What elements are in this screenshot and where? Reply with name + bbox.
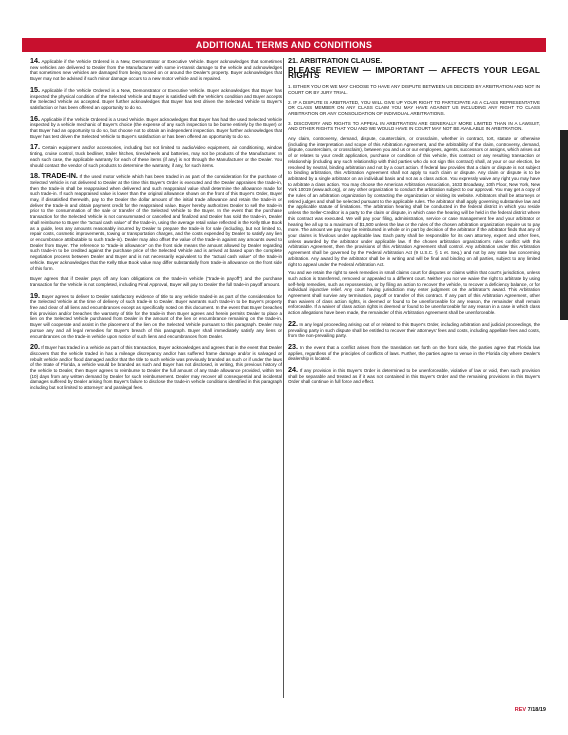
arbitration-notice-1: 1. EITHER YOU OR WE MAY CHOOSE TO HAVE ANY DISPUTE BETWEEN US DECIDED BY ARBITRATION AND NOT IN COURT OR BY JURY TRIAL. (288, 84, 540, 95)
section-23 (288, 341, 540, 362)
section-heading: TRADE-IN. (41, 171, 78, 181)
revision-footer (515, 707, 546, 713)
arbitration-body-2: You and we retain the right to seek remedies in small claims court for disputes or claims within that court's jurisdiction, unless such action is transferred, removed or appealed to a different court. Neither you nor we waive the right to arbitrate by using self-help remedies, such as repossession, or by filing an action to recover the vehicle, to recover a deficiency balance, or for individual injunctive relief. Any court having jurisdiction may enter judgment on the arbitrator's award. This Arbitration Agreement shall survive any termination, payoff or transfer of this contract. If any part of this Arbitration Agreement, other than waivers of class action rights, is deemed or found to be unenforceable for any reason, the remainder shall remain enforceable. If a waiver of class action rights is deemed or found to be unenforceable for any reason in a case in which class action allegations have been made, the remainder of this Arbitration Agreement shall be unenforceable. (288, 270, 540, 316)
section-number: 23. (288, 341, 298, 351)
section-text: Applicable if the Vehicle Ordered is a New, Demonstrator or Executive Vehicle. Buyer acknowledges that sometimes new vehicles are delivered to Dealer from the Manufacturer with some in-transit damage to the vehicle and acknowledges that sometimes new vehicles are damaged from being moved on or around the Dealer's property. Buyer acknowledges that Buyer may not be advised if such minor damage occurs to a new motor vehicle and is repaired. (30, 59, 282, 82)
section-number: 20. (30, 342, 40, 352)
section-18 (30, 173, 282, 271)
section-text: Applicable if the Vehicle Ordered is a New, Demonstrator or Executive Vehicle. Buyer acknowledges that Buyer has inspected the physical condition of the Selected Vehicle and Buyer is satisfied with the Vehicle's condition and Buyer accepts the Selected Vehicle as accepted. Buyer further acknowledges that Buyer has test driven the Selected Vehicle to Buyer's satisfaction or has been offered an opportunity to do so. (30, 87, 282, 110)
section-text: If the used motor vehicle which has been traded in as part of the consideration for the purchase of Selected Vehicle is not delivered to Dealer at the time this Buyer's Order is executed and the Dealer appraises the trade-in, then the trade-in shall be reappraised when delivered and such reappraisal value shall determine the allowance made for such trade-in. If such reappraised value is lower than the original allowance shown on the front of this Buyer's Order, Buyer may, if dissatisfied therewith, pay to the Dealer the dollar amount of the initial trade allowance and retain the trade-in or deliver the trade-in and obtain payment credit for the reappraised value. Buyer hereby authorizes Dealer to sell the trade-in prior to the consummation of the sale or transfer of the Selected Vehicle to the Buyer. In the event that the purchase transaction for the Selected Vehicle is not consummated or cancelled and finalized and Dealer has sold the trade-in, Dealer shall reimburse to Buyer the "actual cash value" of the trade-in, using the average retail value reflected in the Kelly Blue Book as a guide, less any amounts reasonably incurred by Dealer to prepare the trade-in for sale (including, but not limited to, repair costs, cosmetic improvements, towing or transportation charges, and the costs expended by Dealer to satisfy any lien or encumbrance attributable to such trade-in). Dealer may also offset the value of the trade-in against any amounts owed to Dealer from Buyer. The reference to "trade-in allowance" on the front side means the amount allowed by Dealer regarding such trade-in to be credited against the purchase price of the Selected Vehicle and is arrived at based upon the complete negotiation process between Dealer and Buyer and is not necessarily equivalent to the "actual cash value" of the trade-in vehicle. Buyer acknowledges that the Kelly Blue Book value may differ substantially from trade-in allowance on the front side of this form. (30, 174, 282, 271)
section-18-payoff (30, 276, 282, 287)
section-text: Applicable if the Vehicle Ordered is a Used Vehicle. Buyer acknowledges that Buyer has had the used Selected Vehicle inspected by a vehicle mechanic of Buyer's choice (the expense of any such inspection to be borne entirely by the Buyer) or that Buyer had an opportunity to do so, but choose not to obtain an independent inspection. Buyer further acknowledges that Buyer has test driven the Selected Vehicle to Buyer's satisfaction or has been offered an opportunity to do so. (30, 116, 282, 139)
section-number: 14. (30, 56, 40, 65)
right-column (288, 58, 540, 390)
arbitration-notice-2: 2. IF A DISPUTE IS ARBITRATED, YOU WILL GIVE UP YOUR RIGHT TO PARTICIPATE AS A CLASS REPRESENTATIVE OR CLASS MEMBER ON ANY CLASS CLAIM YOU MAY HAVE AGAINST US INCLUDING ANY RIGHT TO CLASS ARBITRATION OR ANY CONSOLIDATION OF INDIVIDUAL ARBITRATIONS. (288, 99, 540, 116)
revision-label: REV (514, 707, 527, 713)
section-number: 24. (288, 365, 298, 375)
arbitration-heading: 21. ARBITRATION CLAUSE. (288, 56, 383, 65)
section-19 (30, 290, 282, 340)
section-text: If any provision in this Buyer's Order is determined to be unenforceable, violative of law or void, then such provision shall be separable and treated as if it was not contained in this Buyer's Order and the remaining provisions in this Buyer's Order shall continue in full force and effect. (288, 368, 540, 385)
left-column (30, 58, 282, 396)
section-14 (30, 58, 282, 82)
section-15 (30, 84, 282, 111)
page-title: ADDITIONAL TERMS AND CONDITIONS (22, 38, 546, 52)
section-text: If Buyer has traded in a vehicle as part of this transaction, Buyer acknowledges and agrees that in the event that Dealer discovers that the vehicle traded in has a mileage discrepancy and/or has suffered frame damage and/or is salvaged or rebuilt vehicle and/or flood damaged and/or that the title to such vehicle was previously branded as such or if under the laws of the State of Florida, a vehicle would be branded as such and Buyer has not disclosed, in writing, this previous history of the vehicle to Dealer, then Buyer agrees to reimburse to Dealer the full amount of any trade allowance provided, within ten (10) days from any written demand by Dealer for such reimbursement. Dealer may recover all consequential and incidental damages suffered by Dealer arising from Buyer's failure to disclose the trade-in vehicle conditions identified in this paragraph including but not limited to attorneys' and paralegal fees. (30, 345, 282, 391)
section-text: Certain equipment and/or accessories, including but not limited to audio/video equipment, air conditioning, window tinting, cruise control, truck bedliner, trailer hitches, tires/wheels and batteries, may not be products of the Manufacturer. In each such case, the applicable warranty for each of these items (if any) is not through the Manufacturer or the Dealer. You should contact the vendor of such products to determine the warranty, if any, for such items. (30, 145, 282, 168)
section-text: In the event that a conflict arises from the translation set forth on the front side, the parties agree that Florida law applies, regardless of the principles of conflicts of laws. Further, the parties agree to venue in the Florida city where Dealer's dealership is located. (288, 344, 540, 362)
section-number: 19. (30, 290, 40, 300)
binding-edge-mark (560, 130, 568, 320)
section-text: Buyer agrees that if Dealer pays off any loan obligations on the trade-in vehicle ("trade-in payoff") and the purchase transaction for the Vehicle is not completed, including Final Approval, Buyer will pay to Dealer the full trade-in payoff amount. (30, 276, 282, 287)
section-text: Buyer agrees to deliver to Dealer satisfactory evidence of title to any vehicle traded-in as part of the consideration for the Selected Vehicle at the time of delivery of such trade-in to Dealer. Buyer warrants such trade-in to be Buyer's property free and clear of all liens and encumbrances except as specifically noted on this document. In the event that Buyer breaches this provision and/or breaches the warranty of title for the trade-in then Buyer agrees and herein permits Dealer to place a lien on the Selected Vehicle purchased from Dealer in the amount of the lien or encumbrance remaining on the trade-in. Buyer will cooperate and assist in the placement of the lien on the Selected Vehicle pursuant to this paragraph. Dealer may pursue any and all legal remedies for Buyer's breach of this paragraph. Buyer shall immediately satisfy any liens or encumbrances on the trade-in vehicle upon notice of such liens and encumbrances from Dealer. (30, 293, 282, 339)
section-number: 16. (30, 113, 40, 123)
section-22 (288, 318, 541, 339)
section-text: In any legal proceeding arising out of or related to this Buyer's Order, including arbitration and judicial proceedings, the prevailing party in such dispute shall be entitled to recover their attorneys' fees and costs, including appellate fees and costs, from the non-prevailing party. (288, 321, 541, 339)
arbitration-notice-3: 3. DISCOVERY AND RIGHTS TO APPEAL IN ARBITRATION ARE GENERALLY MORE LIMITED THAN IN A LAWSUIT, AND OTHER RIGHTS THAT YOU AND WE WOULD HAVE IN COURT MAY NOT BE AVAILABLE IN ARBITRATION. (288, 120, 540, 132)
section-number: 18. (30, 171, 40, 181)
revision-date: 7/18/19 (527, 707, 546, 713)
legal-rights-warning: PLEASE REVIEW — IMPORTANT — AFFECTS YOUR LEGAL RIGHTS (288, 65, 540, 81)
section-17 (30, 144, 282, 168)
arbitration-body: Any claim, controversy, demand, dispute, counterclaim, or crossclaim, whether in contract, tort, statute or otherwise (including the interpretation and scope of this Arbitration Agreement, and the arbitrability of the claim, controversy, demand, dispute, counterclaim, or crossclaim), between you and us or our employees, agents, successors or assigns, which arises out of or relates to your credit application, purchase or condition of this vehicle, this contract or any resulting transaction or relationship (including any such relationship with third parties who do not sign this contract) shall, at your or our election, be resolved by neutral, binding arbitration and not by a court action. If federal law provides that a claim or dispute is not subject to binding arbitration, this Arbitration Agreement shall not apply to such claim or dispute. Any claim or dispute is to be arbitrated by a single arbitrator on an individual basis and not as a class action. You expressly waive any right you may have to arbitrate a class action. You may choose the American Arbitration Association, 1633 Broadway, 10th Floor, New York, New York 10019 (www.adr.org), or any other organization to conduct the arbitration subject to our approval. You may get a copy of the rules of an arbitration organization by contacting the organization or visiting its website. Arbitrators shall be attorneys or retired judges and shall be selected pursuant to the applicable rules. The arbitrator shall apply governing substantive law and the applicable statute of limitations. The arbitration hearing shall be conducted in the federal district in which you reside unless the Seller-Creditor is a party to the claim or dispute, in which case the hearing will be held in the federal district where this contract was executed. We will pay your filing, administration, service or case management fee and your arbitrator or hearing fee all up to a maximum of $1,500 unless the law or the rules of the chosen arbitration organization require us to pay more. The amount we pay may be reimbursed in whole or in part by decision of the arbitrator if the arbitrator finds that any of your claims is frivolous under applicable law. Each party shall be responsible for its own attorney, expert and other fees, unless awarded by the arbitrator under applicable law. If the chosen arbitration organization's rules conflict with this Arbitration Agreement, then the provisions of this Arbitration Agreement shall control. Any arbitration under this Arbitration Agreement shall be governed by the Federal Arbitration Act (9 U.S.C. § 1 et. Seq.) and not by any state law concerning arbitration. Any award by the arbitrator shall be in writing and will be final and binding on all parties, subject to any limited right to appeal under the Federal Arbitration Act. (288, 136, 540, 267)
section-number: 22. (288, 318, 298, 328)
section-16 (30, 113, 282, 140)
section-number: 15. (30, 84, 40, 94)
section-20 (30, 344, 282, 391)
section-number: 17. (30, 142, 40, 152)
section-24 (288, 367, 540, 385)
column-divider (283, 58, 284, 698)
